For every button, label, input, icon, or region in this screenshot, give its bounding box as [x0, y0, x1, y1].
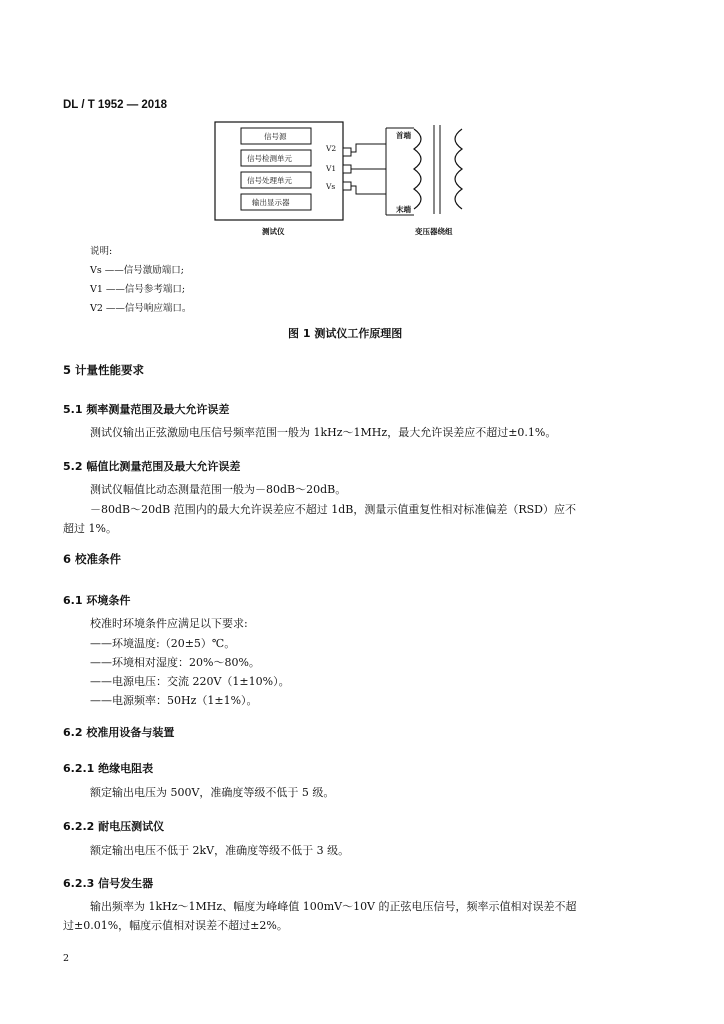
winding-label: 变压器绕组 — [415, 227, 453, 236]
port-v1 — [343, 165, 351, 173]
tail-end-label: 末端 — [396, 205, 411, 214]
box-label-signal-detect: 信号检测单元 — [247, 154, 292, 163]
env-item-temperature: ——环境温度:（20±5）℃。 — [90, 637, 236, 650]
env-item-humidity: ——环境相对湿度：20%～80%。 — [90, 656, 260, 669]
section-5-2-paragraph-1: 测试仪幅值比动态测量范围一般为－80dB～20dB。 — [90, 483, 347, 496]
port-label-vs: Vs — [326, 182, 336, 191]
section-6-1-intro: 校准时环境条件应满足以下要求: — [90, 617, 248, 630]
section-5-1-paragraph: 测试仪输出正弦激励电压信号频率范围一般为 1kHz～1MHz，最大允许误差应不超过±0.1%。 — [90, 426, 557, 439]
secondary-winding — [455, 129, 462, 209]
box-label-output-display: 输出显示器 — [252, 198, 290, 207]
wire-v2 — [351, 144, 386, 152]
section-6-2-3-heading: 6.2.3 信号发生器 — [63, 877, 154, 890]
section-5-1-heading: 5.1 频率测量范围及最大允许误差 — [63, 403, 230, 416]
section-6-2-heading: 6.2 校准用设备与装置 — [63, 726, 175, 739]
section-6-2-2-paragraph: 额定输出电压不低于 2kV，准确度等级不低于 3 级。 — [90, 844, 350, 857]
principle-diagram — [200, 115, 500, 235]
standard-number: DL / T 1952 — 2018 — [63, 99, 167, 111]
section-6-2-2-heading: 6.2.2 耐电压测试仪 — [63, 820, 165, 833]
box-label-signal-source: 信号源 — [264, 132, 287, 141]
section-6-2-3-paragraph-b: 过±0.01%，幅度示值相对误差不超过±2%。 — [63, 919, 288, 932]
figure-caption: 图 1 测试仪工作原理图 — [288, 327, 403, 340]
section-5-2-heading: 5.2 幅值比测量范围及最大允许误差 — [63, 460, 241, 473]
env-item-frequency: ——电源频率：50Hz（1±1%）。 — [90, 694, 258, 707]
wire-vs — [351, 186, 386, 194]
section-5-2-paragraph-2b: 超过 1%。 — [63, 522, 117, 535]
port-label-v1: V1 — [326, 164, 337, 173]
primary-winding — [414, 129, 421, 209]
section-6-2-1-heading: 6.2.1 绝缘电阻表 — [63, 762, 154, 775]
page-number: 2 — [63, 953, 70, 964]
note-v1: V1 ——信号参考端口; — [90, 284, 186, 295]
head-end-label: 首端 — [396, 131, 411, 140]
section-5-2-paragraph-2a: －80dB～20dB 范围内的最大允许误差应不超过 1dB，测量示值重复性相对标准偏差（RSD）应不 — [90, 503, 576, 516]
note-vs: Vs ——信号激励端口; — [90, 265, 184, 276]
port-v2 — [343, 148, 351, 156]
note-v2: V2 ——信号响应端口。 — [90, 303, 192, 314]
section-6-2-1-paragraph: 额定输出电压为 500V，准确度等级不低于 5 级。 — [90, 786, 335, 799]
section-6-2-3-paragraph-a: 输出频率为 1kHz～1MHz、幅度为峰峰值 100mV～10V 的正弦电压信号，频率示值相对误差不超 — [90, 900, 577, 913]
box-label-signal-process: 信号处理单元 — [247, 176, 292, 185]
env-item-voltage: ——电源电压：交流 220V（1±10%）。 — [90, 675, 290, 688]
section-5-heading: 5 计量性能要求 — [63, 363, 145, 377]
section-6-heading: 6 校准条件 — [63, 552, 122, 566]
instrument-label: 测试仪 — [262, 227, 285, 236]
port-label-v2: V2 — [326, 144, 337, 153]
port-vs — [343, 182, 351, 190]
notes-title: 说明: — [90, 246, 113, 257]
section-6-1-heading: 6.1 环境条件 — [63, 594, 131, 607]
